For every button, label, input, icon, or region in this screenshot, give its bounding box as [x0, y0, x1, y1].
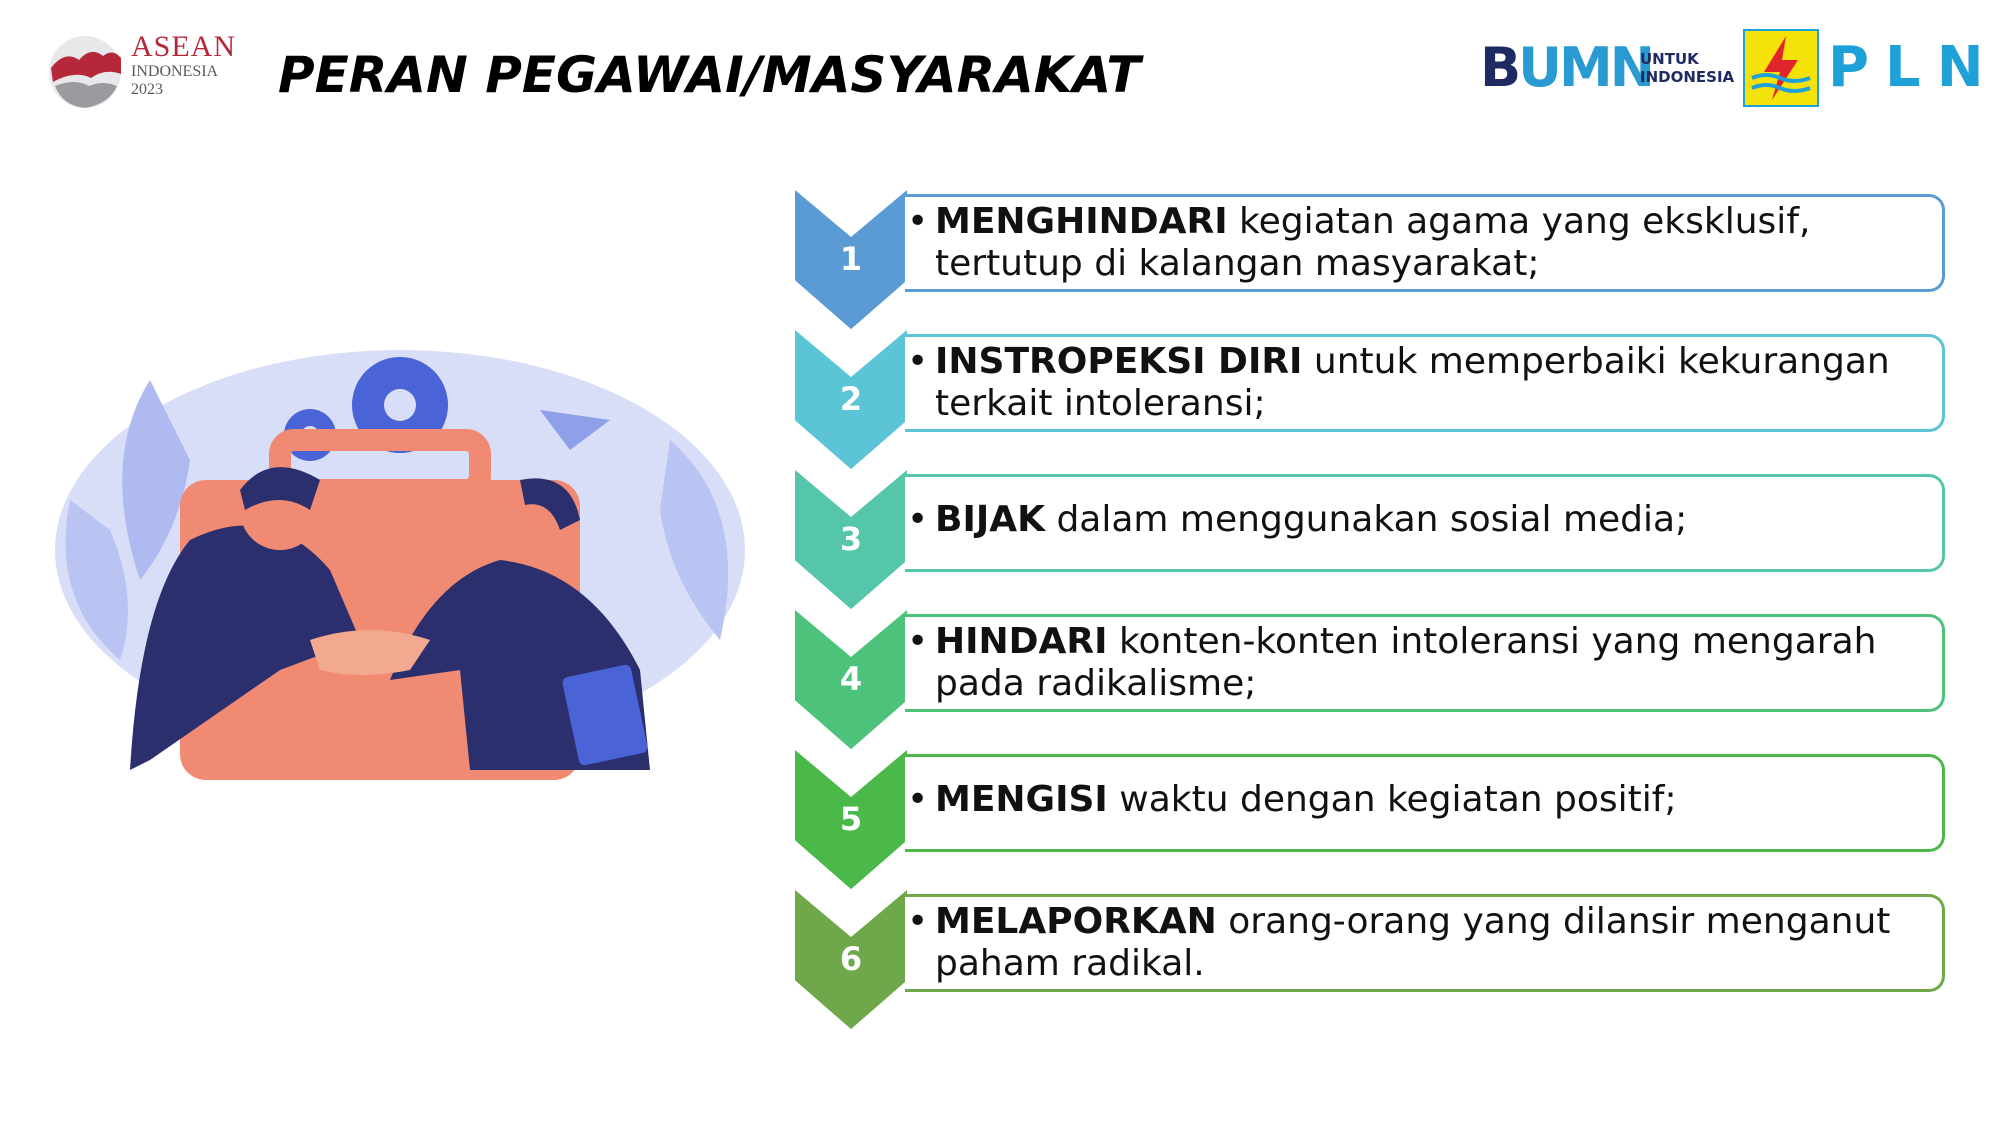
asean-emblem-icon [45, 28, 125, 112]
step-item-2 [795, 330, 1955, 470]
step-number-2: 2 [839, 380, 863, 418]
handshake-teamwork-illustration [30, 340, 760, 790]
step-item-1 [795, 190, 1955, 330]
asean-logo-line1: ASEAN [131, 30, 237, 63]
step-keyword-2: INSTROPEKSI DIRI [935, 341, 1303, 382]
step-keyword-5: MENGISI [935, 779, 1108, 820]
bumn-letters-umn: UMN [1518, 36, 1652, 99]
step-keyword-3: BIJAK [935, 499, 1045, 540]
step-box-4 [905, 614, 1945, 712]
bumn-sub-line2: INDONESIA [1640, 68, 1735, 86]
step-item-4 [795, 610, 1955, 750]
step-box-2 [905, 334, 1945, 432]
step-number-6: 6 [839, 940, 863, 978]
step-box-1 [905, 194, 1945, 292]
bumn-letter-b: B [1480, 36, 1519, 99]
pln-lightning-emblem-icon [1742, 28, 1820, 108]
step-keyword-4: HINDARI [935, 621, 1108, 662]
bullet-icon: • [907, 621, 929, 662]
steps-list [795, 190, 1955, 1050]
bullet-icon: • [907, 341, 929, 382]
step-text-6 [907, 901, 1930, 985]
step-description-3: dalam menggunakan sosial media; [1045, 499, 1688, 540]
step-item-6 [795, 890, 1955, 1030]
step-description-5: waktu dengan kegiatan positif; [1107, 779, 1677, 820]
step-box-5 [905, 754, 1945, 852]
step-number-1: 1 [839, 240, 863, 278]
step-number-3: 3 [839, 520, 863, 558]
step-description-2: untuk memperbaiki kekurangan terkait intoleransi; [935, 341, 1890, 424]
step-text-2 [907, 341, 1930, 425]
bumn-logo [1480, 38, 1740, 98]
step-description-4: konten-konten intoleransi yang mengarah pada radikalisme; [935, 621, 1877, 704]
step-description-6: orang-orang yang dilansir menganut paham radikal. [935, 901, 1891, 984]
bullet-icon: • [907, 201, 929, 242]
pln-wordmark: PLN [1828, 35, 2000, 100]
step-number-4: 4 [839, 660, 863, 698]
bullet-icon: • [907, 499, 929, 540]
step-text-5 [907, 779, 1930, 821]
step-item-3 [795, 470, 1955, 610]
bullet-icon: • [907, 901, 929, 942]
page-title: PERAN PEGAWAI/MASYARAKAT [278, 46, 1141, 104]
step-keyword-6: MELAPORKAN [935, 901, 1217, 942]
bumn-sub-line1: UNTUK [1640, 50, 1699, 68]
bullet-icon: • [907, 779, 929, 820]
step-keyword-1: MENGHINDARI [935, 201, 1228, 242]
bumn-subtitle [1640, 50, 1734, 86]
step-text-4 [907, 621, 1930, 705]
step-number-5: 5 [839, 800, 863, 838]
step-text-1 [907, 201, 1930, 285]
asean-logo-line2: INDONESIA [131, 63, 219, 80]
step-text-3 [907, 499, 1930, 541]
step-box-3 [905, 474, 1945, 572]
asean-indonesia-2023-logo [45, 28, 245, 112]
step-description-1: kegiatan agama yang eksklusif, tertutup di kalangan masyarakat; [935, 201, 1811, 284]
bumn-wordmark [1480, 38, 1652, 98]
step-item-5 [795, 750, 1955, 890]
step-box-6 [905, 894, 1945, 992]
asean-logo-text [131, 32, 236, 98]
asean-logo-line3: 2023 [131, 81, 163, 98]
pln-logo [1742, 28, 2000, 108]
